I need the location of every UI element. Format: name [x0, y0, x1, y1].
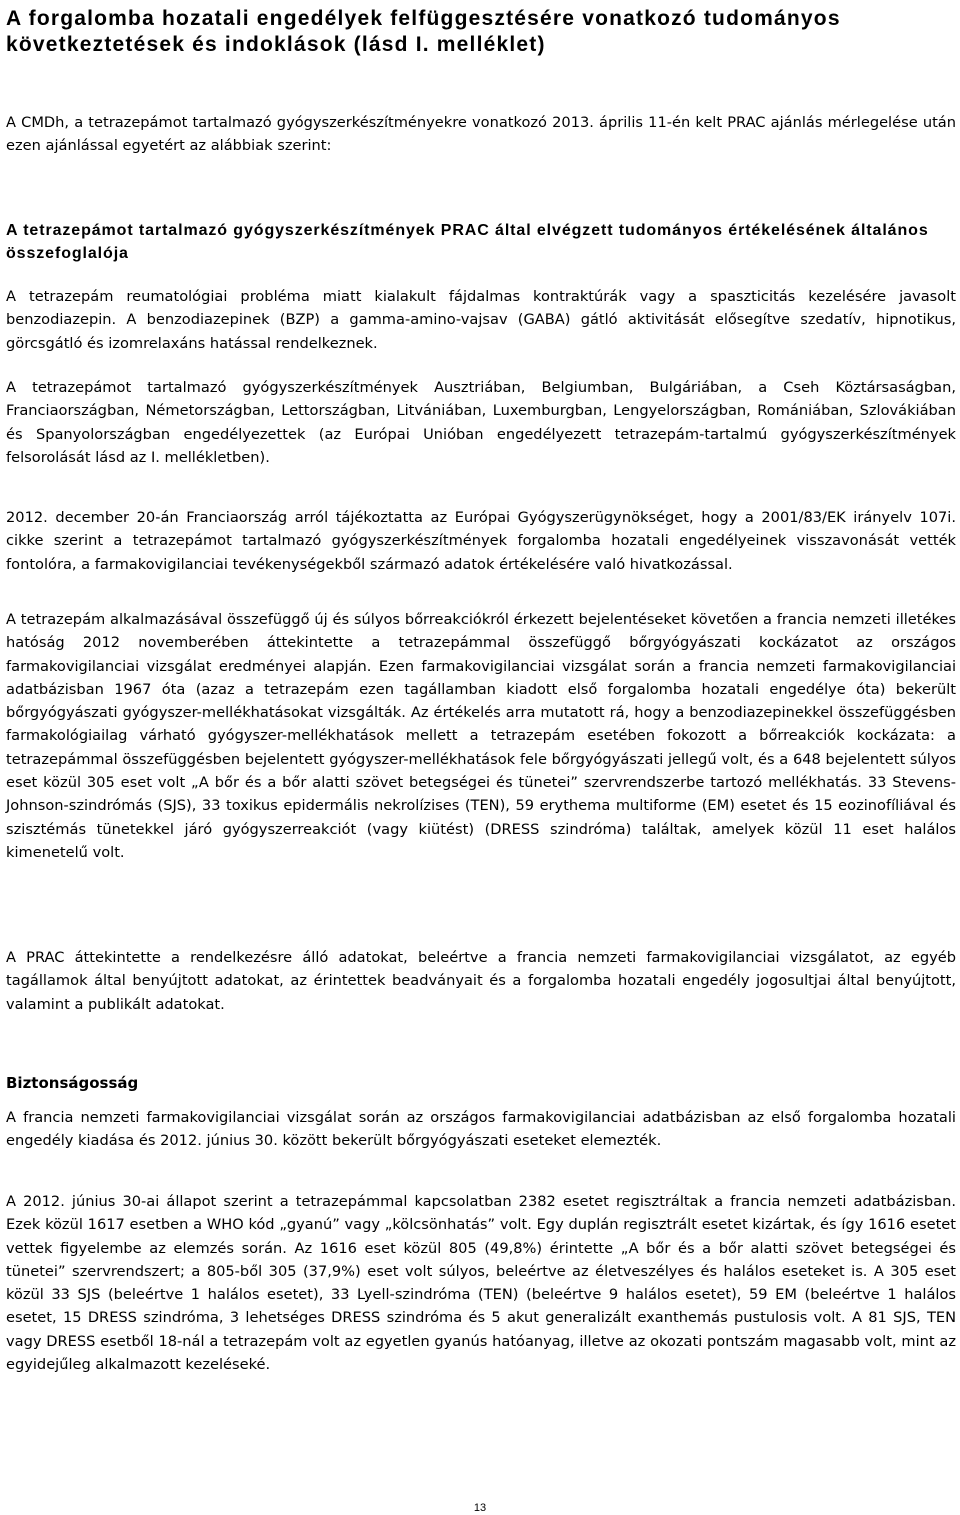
summary-heading: A tetrazepámot tartalmazó gyógyszerkészítmények PRAC által elvégzett tudományos értékelésének általános összefoglalója	[6, 222, 929, 262]
paragraph-french-study: A tetrazepám alkalmazásával összefüggő új és súlyos bőrreakciókról érkezett bejelentéseket követően a francia nemzeti illetékes hatóság 2012 novemberében áttekintette a tetrazepámmal összefüggő bőrgyógyászati kockázatot az országos farmakovigilanciai vizsgálat eredményei alapján. Ezen farmakovigilanciai vizsgálat során a francia nemzeti farmakovigilanciai adatbázisban 1967 óta (azaz a tetrazepám ezen tagállamban kiadott első forgalomba hozatali engedélye óta) bekerült bőrgyógyászati gyógyszer-mellékhatásokat vizsgálták. Az értékelés arra mutatott rá, hogy a benzodiazepinekkel összefüggésben farmakológiailag várható gyógyszer-mellékhatások mellett a tetrazepám esetében fokozott a bőrreakciók kockázata: a tetrazepámmal összefüggésben bejelentett gyógyszer-mellékhatások fele bőrgyógyászati jellegű volt, és a 648 bejelentett súlyos eset közül 305 eset volt „A bőr és a bőr alatti szövet betegségei és tünetei” szervrendszerbe tartozó mellékhatás. 33 Stevens-Johnson-szindrómás (SJS), 33 toxikus epidermális nekrolízises (TEN), 59 erythema multiforme (EM) esetet és 15 eozinofíliával és szisztémás tünetekkel járó gyógyszerreakciót (vagy kiütést) (DRESS szindróma) találtak, amelyek közül 11 eset halálos kimenetelű volt.	[6, 611, 956, 861]
safety-paragraph-cases: A 2012. június 30-ai állapot szerint a tetrazepámmal kapcsolatban 2382 esetet regisztráltak a francia nemzeti adatbázisban. Ezek közül 1617 esetben a WHO kód „gyanú” vagy „kölcsönhatás” volt. Egy duplán regisztrált esetet kizártak, és így 1616 esetet vettek figyelembe az elemzés során. Az 1616 eset közül 805 (49,8%) érintette „A bőr és a bőr alatti szövet betegségei és tünetei” szervrendszert; a 805-ből 305 (37,9%) eset volt súlyos, beleértve az életveszélyes és halálos eseteket is. A 305 eset közül 33 SJS (beleértve 1 halálos esetet), 33 Lyell-szindróma (TEN) (beleértve 9 halálos esetet), 59 EM (beleértve 1 halálos esetet, 15 DRESS szindróma, 3 lehetséges DRESS szindróma és 5 akut generalizált exanthemás pustulosis volt. A 81 SJS, TEN vagy DRESS esetből 18-nál a tetrazepám volt az egyetlen gyanús hatóanyag, illetve az okozati pontszám magasabb volt, mint az egyidejűleg alkalmazott kezeléseké.	[6, 1193, 956, 1374]
safety-paragraph-analysis: A francia nemzeti farmakovigilanciai vizsgálat során az országos farmakovigilanciai adatbázisban az első forgalomba hozatali engedély kiadása és 2012. június 30. között bekerült bőrgyógyászati eseteket elemezték.	[6, 1109, 956, 1150]
intro-paragraph: A CMDh, a tetrazepámot tartalmazó gyógyszerkészítményekre vonatkozó 2013. április 11-én kelt PRAC ajánlás mérlegelése után ezen ajánlással egyetért az alábbiak szerint:	[6, 114, 956, 155]
safety-heading: Biztonságosság	[6, 1074, 139, 1092]
paragraph-referral: 2012. december 20-án Franciaország arról tájékoztatta az Európai Gyógyszerügynökséget, hogy a 2001/83/EK irányelv 107i. cikke szerint a tetrazepámot tartalmazó gyógyszerkészítmények forgalomba hozatali engedélyeinek visszavonását vették fontolóra, a farmakovigilanciai tevékenységekből származó adatok értékelésére való hivatkozással.	[6, 509, 956, 573]
paragraph-indication: A tetrazepám reumatológiai probléma miatt kialakult fájdalmas kontraktúrák vagy a spaszticitás kezelésére javasolt benzodiazepin. A benzodiazepinek (BZP) a gamma-amino-vajsav (GABA) gátló aktivitását elősegítve szedatív, hipnotikus, görcsgátló és izomrelaxáns hatással rendelkeznek.	[6, 288, 956, 352]
paragraph-prac-review: A PRAC áttekintette a rendelkezésre álló adatokat, beleértve a francia nemzeti farmakovigilanciai vizsgálatot, az egyéb tagállamok által benyújtott adatokat, az érintettek beadványait és a forgalomba hozatali engedély jogosultjai által benyújtott, valamint a publikált adatokat.	[6, 949, 956, 1013]
paragraph-authorised-countries: A tetrazepámot tartalmazó gyógyszerkészítmények Ausztriában, Belgiumban, Bulgáriában, a Cseh Köztársaságban, Franciaországban, Németországban, Lettországban, Litvániában, Luxemburgban, Lengyelországban, Romániában, Szlovákiában és Spanyolországban engedélyezettek (az Európai Unióban engedélyezett tetrazepám-tartalmú gyógyszerkészítmények felsorolását lásd az I. mellékletben).	[6, 379, 956, 466]
page-number: 13	[473, 1502, 487, 1514]
document-title: A forgalomba hozatali engedélyek felfüggesztésére vonatkozó tudományos következtetések és indoklások (lásd I. melléklet)	[6, 7, 841, 56]
